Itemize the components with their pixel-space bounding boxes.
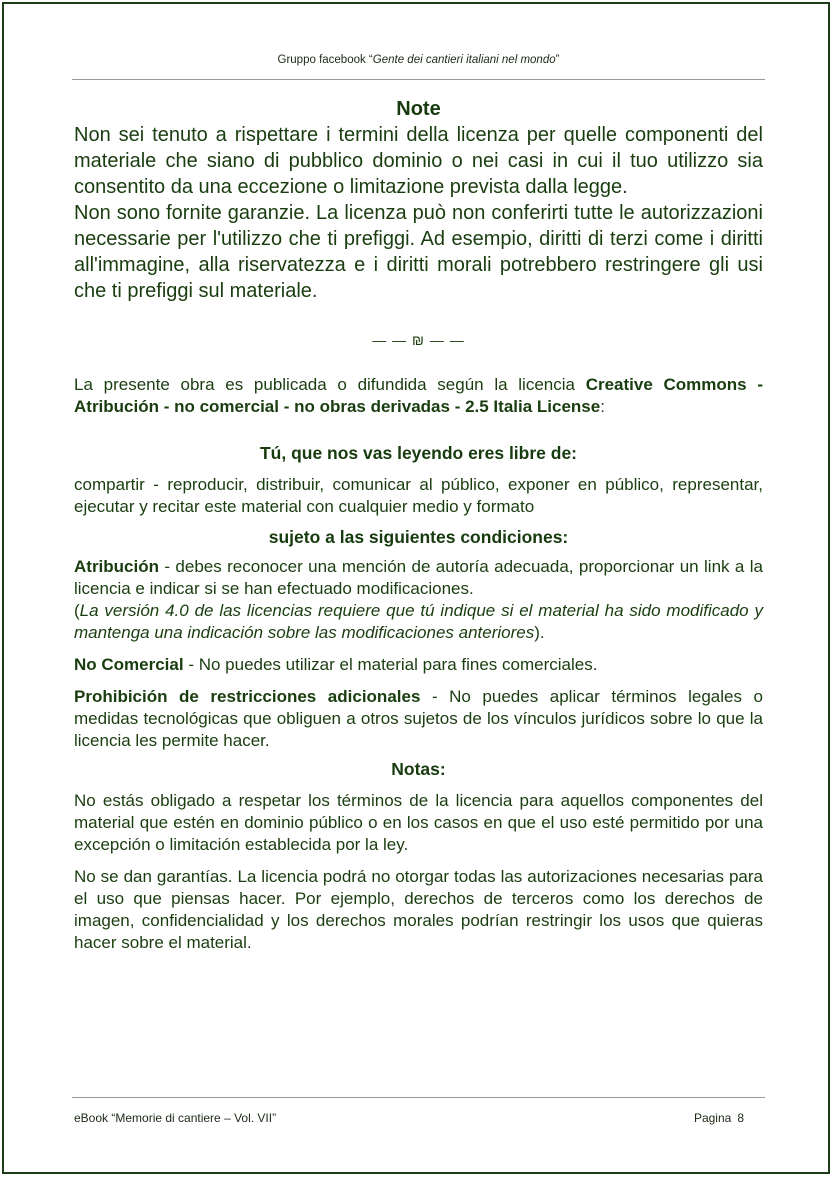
header-prefix: Gruppo facebook “ <box>277 54 373 66</box>
page-header <box>72 54 765 66</box>
attribution-note-text: La versión 4.0 de las licencias requiere que tú indique si el material ha sido modificado y mantenga una indicación sobre las modificaciones anteriores <box>74 601 763 642</box>
free-heading: Tú, que nos vas leyendo eres libre de: <box>259 443 578 463</box>
header-group-name: Gente dei cantieri italiani nel mondo <box>372 54 556 66</box>
attribution-note-close: ). <box>534 623 545 642</box>
free-text: compartir - reproducir, distribuir, comunicar al público, exponer en público, representar, ejecutar y recitar este material con cualquier medio y formato <box>74 475 763 516</box>
notes-heading: Notas: <box>391 759 446 779</box>
italian-note-title: Note <box>396 98 441 120</box>
restrictions-text: - No puedes aplicar términos legales o medidas tecnológicas que obliguen a otros sujetos de los vínculos jurídicos sobre lo que la licencia les permite hacer. <box>74 687 763 750</box>
italian-note-paragraph-2: Non sono fornite garanzie. La licenza può non conferirti tutte le autorizzazioni necessarie per l'utilizzo che ti prefiggi. Ad esempio, diritti di terzi come i diritti all'immagine, alla riservatezza e i diritti morali potrebbero restringere gli usi che ti prefiggi sul materiale. <box>74 202 763 302</box>
attribution-note-open: ( <box>74 601 80 620</box>
footer-page <box>694 1111 744 1125</box>
spanish-intro-end: : <box>600 397 605 416</box>
spanish-intro-text: La presente obra es publicada o difundida según la licencia <box>74 375 586 394</box>
notes-paragraph-2: No se dan garantías. La licencia podrá no otorgar todas las autorizaciones necesarias para el uso que piensas hacer. Por ejemplo, derechos de terceros como los derechos de imagen, confidencialidad y los derechos morales podrían restringir los usos que quieras hacer sobre el material. <box>74 867 763 952</box>
page-content <box>74 96 763 954</box>
section-separator: — — ₪ — — <box>372 332 465 348</box>
attribution-note <box>74 600 763 644</box>
spanish-intro-license: Creative Commons - Atribución - no comercial - no obras derivadas - 2.5 Italia License <box>74 375 763 416</box>
notes-paragraph-1: No estás obligado a respetar los términos de la licencia para aquellos componentes del material que estén en dominio público o en los casos en que el uso esté permitido por una excepción o limitación establecida por la ley. <box>74 791 763 854</box>
spanish-intro <box>74 374 763 418</box>
attribution-paragraph <box>74 556 763 600</box>
attribution-text: - debes reconocer una mención de autoría adecuada, proporcionar un link a la licencia e indicar si se han efectuado modificaciones. <box>74 557 763 598</box>
restrictions-paragraph <box>74 686 763 752</box>
italian-note-paragraph-1: Non sei tenuto a rispettare i termini della licenza per quelle componenti del materiale che siano di pubblico dominio o nei casi in cui il tuo utilizzo sia consentito da una eccezione o limitazione prevista dalla legge. <box>74 124 763 198</box>
footer-rule <box>72 1097 765 1098</box>
header-suffix: ” <box>555 54 560 66</box>
noncommercial-text: - No puedes utilizar el material para fines comerciales. <box>183 655 598 674</box>
noncommercial-paragraph <box>74 654 763 676</box>
conditions-heading: sujeto a las siguientes condiciones: <box>268 527 569 547</box>
header-rule <box>72 79 765 80</box>
noncommercial-label: No Comercial <box>74 655 184 674</box>
footer-page-label: Pagina <box>693 1111 732 1125</box>
footer-ebook-title: eBook “Memorie di cantiere – Vol. VII” <box>74 1111 277 1125</box>
attribution-label: Atribución <box>74 557 159 576</box>
restrictions-label: Prohibición de restricciones adicionales <box>74 687 421 706</box>
footer-page-number: 8 <box>737 1111 744 1125</box>
